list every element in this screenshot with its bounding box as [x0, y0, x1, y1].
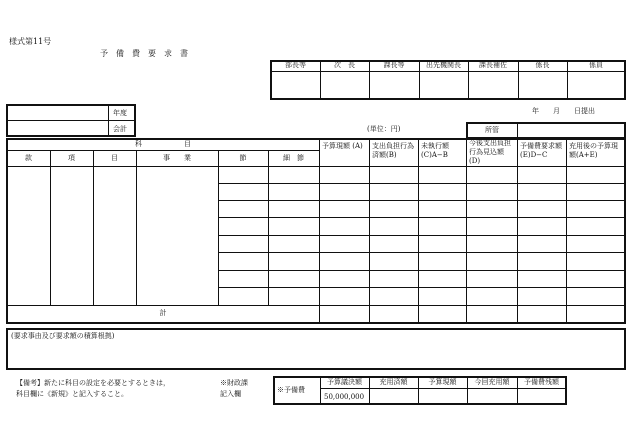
col-budget-current: 予算現額 (A) [322, 142, 363, 150]
col-unexecuted: 未執行額 (C)A−B [421, 142, 449, 159]
col-saisetsu: 細 節 [283, 154, 304, 162]
fiscal-year-label: 年度 [113, 109, 127, 117]
table-row [218, 183, 625, 184]
table-row [218, 200, 625, 201]
col-after-allocation: 充用後の予算現額(A+E) [569, 142, 618, 159]
table-row [218, 217, 625, 218]
col-kou: 項 [68, 154, 75, 162]
col-expected: 今後支出負担行為見込額(D) [469, 139, 511, 165]
account-label: 会計 [113, 125, 127, 133]
approval-header-4: 課長補佐 [479, 61, 507, 69]
approval-header-2: 課長等 [383, 61, 405, 69]
jurisdiction-label: 所管 [485, 126, 499, 134]
reserve-header-3: 今回充用額 [474, 378, 510, 386]
reserve-row-label: ※予備費 [277, 386, 305, 394]
table-row [218, 270, 625, 271]
total-label: 計 [159, 309, 167, 317]
note-line-2: 科目欄に《新規》と記入すること。 [16, 390, 128, 398]
col-reserve-request: 予備費要求額(E)D−C [520, 142, 562, 159]
table-row [218, 252, 625, 253]
unit-label: (単位：円) [367, 125, 401, 133]
col-jigyou: 事 業 [163, 154, 191, 162]
approval-header-3: 出先機関長 [426, 61, 461, 69]
finance-label-2: 記入欄 [220, 390, 241, 398]
reserve-header-4: 予備費残額 [524, 378, 559, 386]
col-moku: 目 [111, 154, 118, 162]
submission-date: 年 月 日提出 [532, 107, 595, 115]
approval-header-5: 係長 [535, 61, 550, 69]
table-row [218, 235, 625, 236]
reserve-header-1: 充用済額 [379, 378, 408, 386]
document-title: 予 備 費 要 求 書 [100, 49, 188, 58]
reserve-value-0: 50,000,000 [324, 393, 365, 401]
approval-header-1: 次 長 [334, 61, 355, 69]
col-kan: 款 [25, 154, 32, 162]
form-number: 様式第11号 [9, 37, 52, 46]
table-row [218, 287, 625, 288]
reserve-header-2: 予算現額 [428, 378, 457, 386]
subject-header: 科 目 [135, 140, 191, 148]
reason-label: (要求事由及び要求額の積算根拠) [11, 332, 115, 340]
approval-header-0: 部長等 [285, 61, 306, 69]
col-committed: 支出負担行為済額(B) [372, 142, 414, 159]
note-line-1: 【備考】新たに科目の設定を必要とするときは， [16, 379, 170, 387]
reserve-header-0: 予算議決額 [327, 378, 362, 386]
finance-label-1: ※財政課 [220, 379, 248, 387]
approval-header-6: 係員 [589, 61, 603, 69]
col-setsu: 節 [239, 154, 247, 162]
